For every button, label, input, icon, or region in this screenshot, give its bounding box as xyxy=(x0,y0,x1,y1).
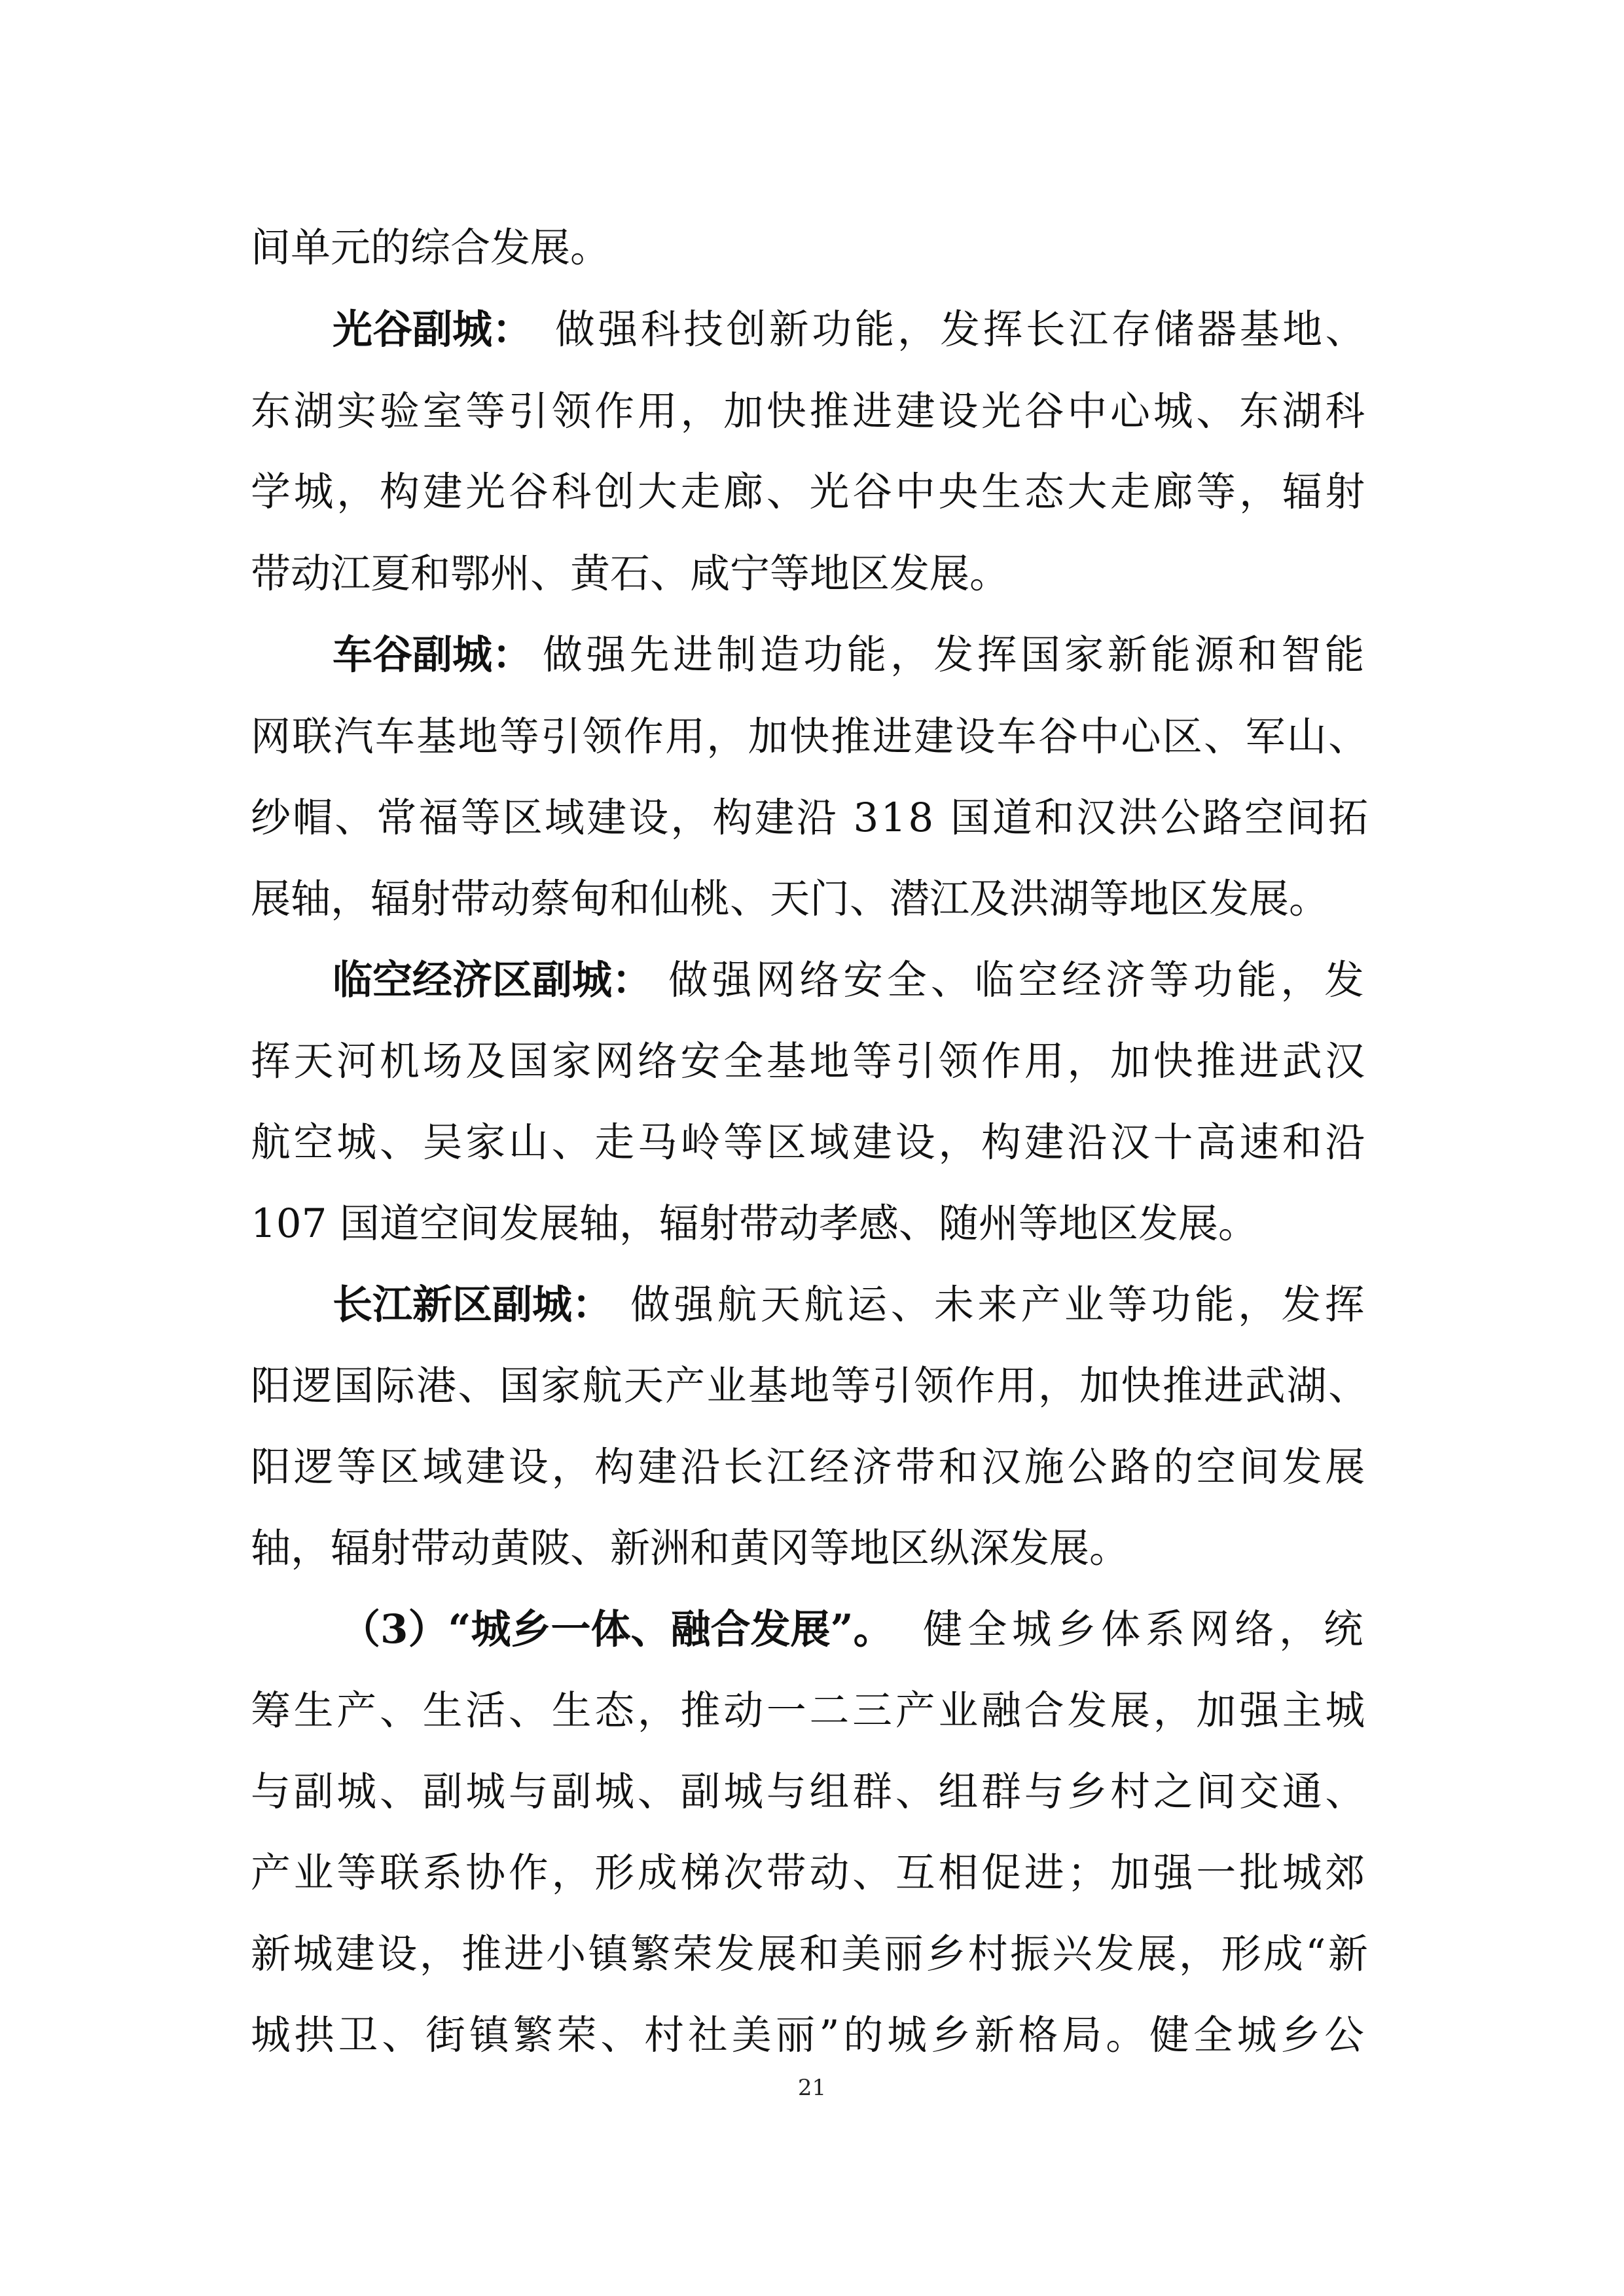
line-text: 产业等联系协作，形成梯次带动、互相促进；加强一批城郊 xyxy=(251,1850,1369,1896)
text-line xyxy=(0,1428,1624,1507)
line-text: 做强科技创新功能，发挥长江存储器基地、 xyxy=(555,306,1368,353)
line-text: 做强航天航运、未来产业等功能，发挥 xyxy=(630,1282,1368,1328)
paragraph-guanggu-first-line xyxy=(0,291,1624,369)
heading-changjiang: 长江新区副城： xyxy=(333,1282,613,1328)
line-text: 网联汽车基地等引领作用，加快推进建设车谷中心区、军山、 xyxy=(251,713,1370,760)
text-line xyxy=(0,1834,1624,1912)
text-line xyxy=(0,1996,1624,2075)
text-line xyxy=(0,1103,1624,1182)
section-heading-3: （3）“城乡一体、融合发展”。 xyxy=(340,1606,893,1653)
text-line xyxy=(0,860,1624,939)
line-text: 学城，构建光谷科创大走廊、光谷中央生态大走廊等，辐射 xyxy=(251,469,1369,515)
text-line xyxy=(0,372,1624,451)
line-text: 挥天河机场及国家网络安全基地等引领作用，加快推进武汉 xyxy=(251,1038,1369,1085)
text-line xyxy=(0,1915,1624,1994)
line-text: 健全城乡体系网络，统 xyxy=(923,1606,1368,1653)
page-number: 21 xyxy=(797,2075,827,2101)
line-text: 间单元的综合发展。 xyxy=(251,224,611,271)
text-line xyxy=(0,698,1624,776)
line-text: 纱帽、常福等区域建设，构建沿 318 国道和汉洪公路空间拓 xyxy=(251,795,1371,841)
line-text: 东湖实验室等引领作用，加快推进建设光谷中心城、东湖科 xyxy=(251,388,1369,435)
line-text: 筹生产、生活、生态，推动一二三产业融合发展，加强主城 xyxy=(251,1687,1369,1734)
paragraph-chegu-first-line xyxy=(0,616,1624,694)
text-line xyxy=(0,779,1624,857)
line-text: 阳逻国际港、国家航天产业基地等引领作用，加快推进武湖、 xyxy=(251,1363,1370,1409)
line-text: 展轴，辐射带动蔡甸和仙桃、天门、潜江及洪湖等地区发展。 xyxy=(251,876,1329,922)
text-line xyxy=(0,453,1624,531)
paragraph-linkong-first-line xyxy=(0,941,1624,1020)
line-text: 新城建设，推进小镇繁荣发展和美丽乡村振兴发展，形成“新 xyxy=(251,1931,1371,1977)
heading-chegu: 车谷副城： xyxy=(333,632,533,678)
line-text: 带动江夏和鄂州、黄石、咸宁等地区发展。 xyxy=(251,550,1010,597)
heading-linkong: 临空经济区副城： xyxy=(333,957,653,1003)
text-line xyxy=(0,1753,1624,1831)
line-text: 航空城、吴家山、走马岭等区域建设，构建沿汉十高速和沿 xyxy=(251,1119,1369,1166)
text-line xyxy=(0,1185,1624,1263)
text-line xyxy=(0,1509,1624,1588)
text-line xyxy=(0,1672,1624,1750)
line-text: 轴，辐射带动黄陂、新洲和黄冈等地区纵深发展。 xyxy=(251,1525,1130,1571)
paragraph-section-3-first-line xyxy=(0,1590,1624,1669)
line-text: 阳逻等区域建设，构建沿长江经济带和汉施公路的空间发展 xyxy=(251,1444,1369,1490)
heading-guanggu: 光谷副城： xyxy=(333,306,533,353)
line-text: 做强网络安全、临空经济等功能，发 xyxy=(668,957,1368,1003)
text-line xyxy=(0,209,1624,287)
line-text: 城拱卫、街镇繁荣、村社美丽”的城乡新格局。健全城乡公 xyxy=(251,2012,1368,2058)
text-line xyxy=(0,535,1624,613)
text-line xyxy=(0,1022,1624,1101)
line-text: 与副城、副城与副城、副城与组群、组群与乡村之间交通、 xyxy=(251,1768,1369,1815)
line-text: 107 国道空间发展轴，辐射带动孝感、随州等地区发展。 xyxy=(251,1200,1258,1247)
text-line xyxy=(0,1347,1624,1426)
paragraph-changjiang-first-line xyxy=(0,1266,1624,1344)
line-text: 做强先进制造功能，发挥国家新能源和智能 xyxy=(543,632,1369,678)
